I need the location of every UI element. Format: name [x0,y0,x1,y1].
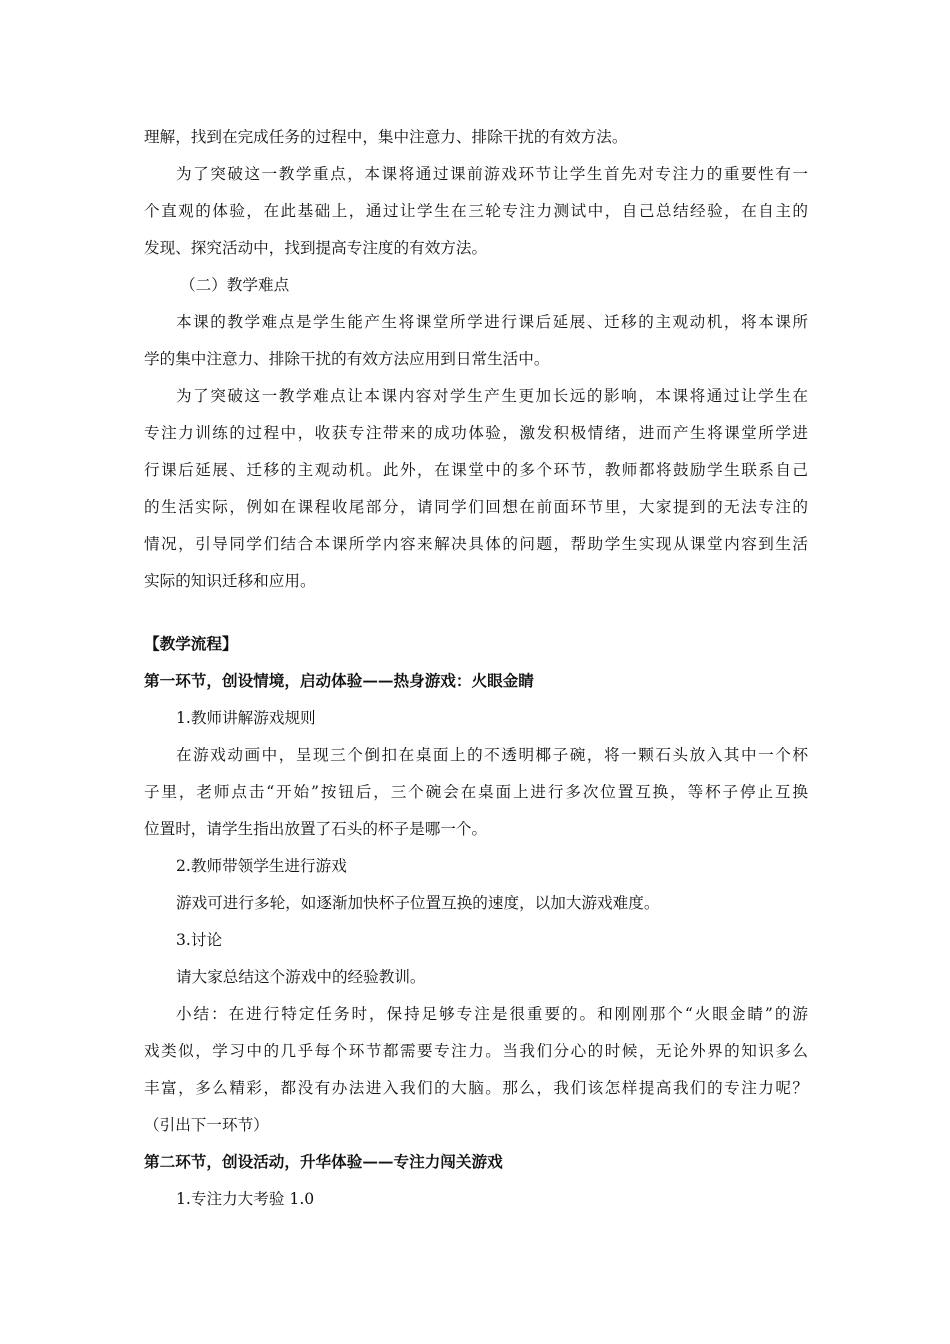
paragraph-line: 理解，找到在完成任务的过程中，集中注意力、排除干扰的有效方法。 [144,128,628,146]
paragraph-line: 小结：在进行特定任务时，保持足够专注是很重要的。和刚刚那个“火眼金睛”的游 [176,1005,808,1023]
paragraph-line: 实际的知识迁移和应用。 [144,572,316,590]
section-heading: （二）教学难点 [180,276,290,294]
paragraph-line: 学的集中注意力、排除干扰的有效方法应用到日常生活中。 [144,350,550,368]
paragraph-line: 丰富，多么精彩，都没有办法进入我们的大脑。那么，我们该怎样提高我们的专注力呢？ [144,1079,808,1097]
paragraph-line: 在游戏动画中，呈现三个倒扣在桌面上的不透明椰子碗，将一颗石头放入其中一个杯 [176,746,808,764]
paragraph-line: 为了突破这一教学难点让本课内容对学生产生更加长远的影响，本课将通过让学生在 [176,387,808,405]
paragraph-line: 游戏可进行多轮，如逐渐加快杯子位置互换的速度，以加大游戏难度。 [176,894,660,912]
paragraph-line: 请大家总结这个游戏中的经验教训。 [176,968,426,986]
paragraph-line: 发现、探究活动中，找到提高专注度的有效方法。 [144,239,488,257]
step-heading: 2.教师带领学生进行游戏 [176,857,347,875]
stage-heading: 第一环节，创设情境，启动体验——热身游戏：火眼金睛 [144,671,534,690]
section-title: 【教学流程】 [144,634,238,653]
paragraph-line: 情况，引导同学们结合本课所学内容来解决具体的问题，帮助学生实现从课堂内容到生活 [144,535,808,553]
paragraph-line: 戏类似，学习中的几乎每个环节都需要专注力。当我们分心的时候，无论外界的知识多么 [144,1042,808,1060]
step-heading: 3.讨论 [176,931,223,949]
paragraph-line: 行课后延展、迁移的主观动机。此外，在课堂中的多个环节，教师都将鼓励学生联系自己 [144,461,808,479]
stage-heading: 第二环节，创设活动，升华体验——专注力闯关游戏 [144,1152,503,1171]
step-heading: 1.教师讲解游戏规则 [176,709,316,727]
step-heading: 1.专注力大考验 1.0 [176,1190,315,1208]
paragraph-line: 位置时，请学生指出放置了石头的杯子是哪一个。 [144,820,488,838]
paragraph-line: 专注力训练的过程中，收获专注带来的成功体验，激发积极情绪，进而产生将课堂所学进 [144,424,808,442]
paragraph-line: 子里，老师点击“开始”按钮后，三个碗会在桌面上进行多次位置互换，等杯子停止互换 [144,783,808,801]
paragraph-line: （引出下一环节） [144,1116,269,1134]
paragraph-line: 本课的教学难点是学生能产生将课堂所学进行课后延展、迁移的主观动机，将本课所 [176,313,808,331]
paragraph-line: 为了突破这一教学重点，本课将通过课前游戏环节让学生首先对专注力的重要性有一 [176,165,808,183]
paragraph-line: 个直观的体验，在此基础上，通过让学生在三轮专注力测试中，自己总结经验，在自主的 [144,202,808,220]
paragraph-line: 的生活实际，例如在课程收尾部分，请同学们回想在前面环节里，大家提到的无法专注的 [144,498,808,516]
